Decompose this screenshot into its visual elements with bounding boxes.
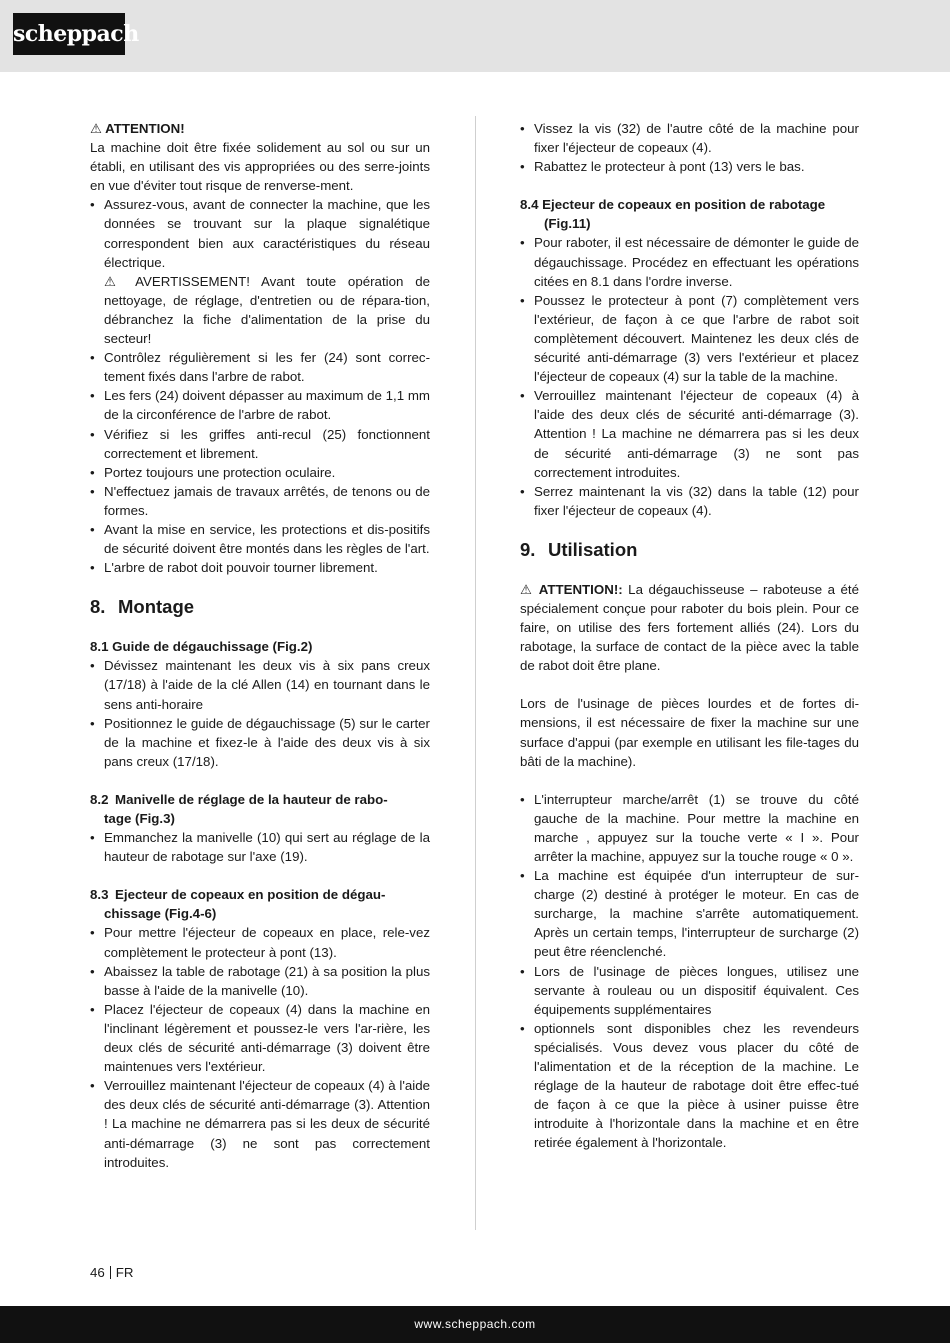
section-8-heading: 8. Montage (90, 596, 195, 618)
warning-title: ⚠ ATTENTION! (90, 121, 185, 136)
list-item: • N'effectuez jamais de travaux arrêtés, de tenons ou de formes. (90, 482, 430, 520)
section-8-2-heading: 8.2 Manivelle de réglage de la hauteur de rabo- tage (Fig.3) (90, 791, 388, 826)
list-item: • Rabattez le protecteur à pont (13) vers le bas. (520, 157, 859, 176)
website-link[interactable]: www.scheppach.com (414, 1317, 536, 1331)
list-item: • Assurez-vous, avant de connecter la machine, que les données se trouvant sur la plaque signalétique correspondent bien aux caractéristiques du réseau électrique. ⚠ AVERTISSEMENT! Avant toute opération de nettoyage, de réglage, d'entretien ou de répara-tion, débranchez la fiche d'alimentation de la prise du secteur! (90, 195, 430, 348)
header-bar (0, 0, 950, 72)
warning-text: La machine doit être fixée solidement au sol ou sur un établi, en utilisant des vis appropriées ou des serre-joints en vue d'éviter tout risque de renverse-ment. (90, 140, 430, 194)
list-item: • Verrouillez maintenant l'éjecteur de copeaux (4) à l'aide des deux clés de sécurité anti-démarrage (3). Attention ! La machine ne démarrera pas si les deux de sécurité anti-démarrage (3) ne sont pas correctement introduites. (520, 386, 859, 481)
brand-logo[interactable]: scheppach (13, 13, 125, 55)
list-item: • Poussez le protecteur à pont (7) complètement vers l'extérieur, de façon à ce que l'arbre de rabot soit complètement découvert. Maintenez les deux clés de sécurité anti-démarrage (3) vers l'extérieur et placez l'éjecteur de copeaux (4) sur la table de la machine. (520, 291, 859, 386)
list-item: • Serrez maintenant la vis (32) dans la table (12) pour fixer l'éjecteur de copeaux (4). (520, 482, 859, 520)
right-column (520, 119, 859, 1153)
list-item: • Lors de l'usinage de pièces longues, utilisez une servante à rouleau ou un dispositif équivalent. Ces équipements supplémentaires (520, 962, 859, 1019)
section-9-warning: ⚠ ATTENTION!: La dégauchisseuse – raboteuse a été spécialement conçue pour raboter du bois plein. Pour ce faire, on utilise des fers fortement alliés (24). Lors du rabotage, la surface de contact de la pièce avec la table de rabot doit être plane. (520, 581, 859, 674)
list-item: • Pour mettre l'éjecteur de copeaux en place, rele-vez complètement le protecteur à pont (13). (90, 923, 430, 961)
list-item: • Contrôlez régulièrement si les fer (24) sont correc-tement fixés dans l'arbre de rabot. (90, 348, 430, 386)
page-footer (90, 1265, 134, 1280)
list-item: • Les fers (24) doivent dépasser au maximum de 1,1 mm de la circonférence de l'arbre de rabot. (90, 386, 430, 424)
list-item: • Positionnez le guide de dégauchissage (5) sur le carter de la machine et fixez-le à l'aide des deux vis à six pans creux (17/18). (90, 714, 430, 771)
page-number: 46 (90, 1265, 105, 1280)
list-item: • Avant la mise en service, les protections et dis-positifs de sécurité doivent être montés dans les règles de l'art. (90, 520, 430, 558)
list-item: • L'arbre de rabot doit pouvoir tourner librement. (90, 558, 430, 577)
list-item: • Emmanchez la manivelle (10) qui sert au réglage de la hauteur de rabotage sur l'axe (19). (90, 828, 430, 866)
section-8-1-list (90, 656, 430, 771)
section-8-1-heading: 8.1 Guide de dégauchissage (Fig.2) (90, 639, 313, 655)
section-8-3-list (90, 923, 430, 1171)
section-8-2-list (90, 828, 430, 866)
continuation-list (520, 119, 859, 176)
warning-label: ⚠ ATTENTION!: (520, 581, 623, 597)
section-8-4-heading: 8.4 Ejecteur de copeaux en position de rabotage (Fig.11) (520, 197, 826, 232)
list-item: • Abaissez la table de rabotage (21) à sa position la plus basse à l'aide de la manivelle (10). (90, 962, 430, 1000)
list-item: • Placez l'éjecteur de copeaux (4) dans la machine en l'inclinant légèrement et poussez-le vers l'ar-rière, les deux clés de sécurité anti-démarrage (3) doivent être maintenues vers l'extérieur. (90, 1000, 430, 1076)
list-item: • La machine est équipée d'un interrupteur de sur-charge (2) destiné à protéger le moteur. En cas de surcharge, la machine s'arrête automatiquement. Après un certain temps, l'interrupteur de surcharge (2) peut être réenclenché. (520, 866, 859, 961)
list-item: • optionnels sont disponibles chez les revendeurs spécialisés. Vous devez vous placer du côté de l'alimentation et de la réception de la machine. Le réglage de la hauteur de rabotage doit être effec-tué de façon à ce que la pièce à usiner puisse être introduite à l'horizontale dans la machine et en être retirée également à l'horizontale. (520, 1019, 859, 1153)
safety-list (90, 195, 430, 577)
column-divider (475, 116, 476, 1230)
section-8-4-list (520, 233, 859, 519)
list-item: • L'interrupteur marche/arrêt (1) se trouve du côté gauche de la machine. Pour mettre la machine en marche , appuyez sur la touche verte « I ». Pour arrêter la machine, appuyez sur la touche rouge « 0 ». (520, 790, 859, 866)
list-item: • Verrouillez maintenant l'éjecteur de copeaux (4) à l'aide des deux clés de sécurité anti-démarrage (3). Attention ! La machine ne démarrera pas si les deux de sécurité anti-démarrage (3) ne sont pas correctement introduites. (90, 1076, 430, 1171)
section-8-3-heading: 8.3 Ejecteur de copeaux en position de dégau- chissage (Fig.4-6) (90, 887, 386, 922)
list-item: • Vérifiez si les griffes anti-recul (25) fonctionnent correctement et librement. (90, 425, 430, 463)
left-column (90, 119, 430, 1172)
list-item: • Vissez la vis (32) de l'autre côté de la machine pour fixer l'éjecteur de copeaux (4). (520, 119, 859, 157)
section-9-list (520, 790, 859, 1153)
section-9-paragraph: Lors de l'usinage de pièces lourdes et de fortes di-mensions, il est nécessaire de fixer la machine sur une surface d'appui (par exemple en utilisant les file-tages du bâti de la machine). (520, 696, 859, 769)
list-item: • Dévissez maintenant les deux vis à six pans creux (17/18) à l'aide de la clé Allen (14) en tournant dans le sens anti-horaire (90, 656, 430, 713)
section-9-heading: 9. Utilisation (520, 538, 638, 560)
list-item: • Portez toujours une protection oculaire. (90, 463, 430, 482)
separator (110, 1266, 111, 1279)
avertissement-text: ⚠ AVERTISSEMENT! Avant toute opération de nettoyage, de réglage, d'entretien ou de répara-tion, débranchez la fiche d'alimentation de la prise du secteur! (104, 273, 430, 347)
list-item: • Pour raboter, il est nécessaire de démonter le guide de dégauchissage. Procédez en effectuant les opérations citées en 8.1 dans l'ordre inverse. (520, 233, 859, 290)
website-bar (0, 1306, 950, 1343)
language-code: FR (115, 1265, 134, 1280)
